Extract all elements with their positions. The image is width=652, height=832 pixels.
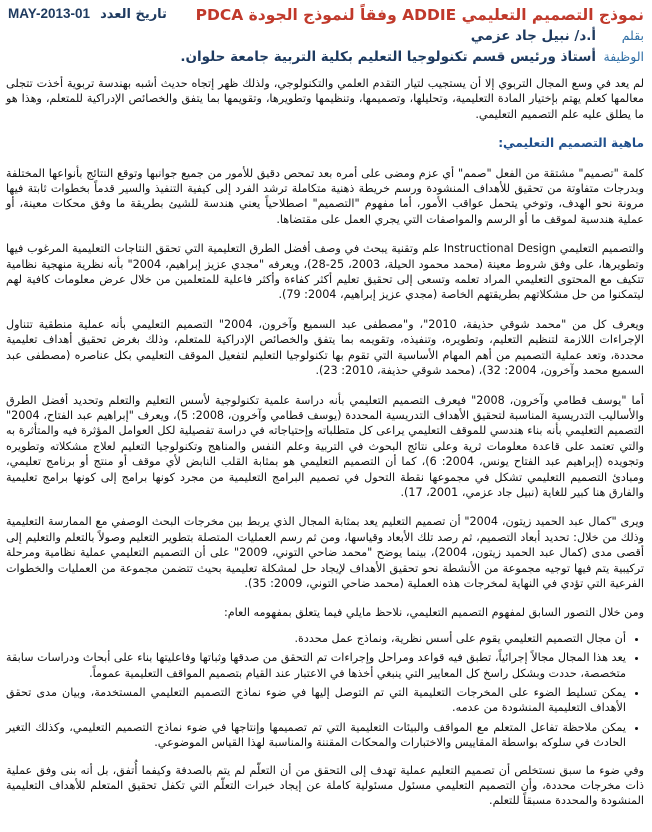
author-label: بقلم (621, 28, 644, 43)
article-title: نموذج التصميم التعليمي ADDIE وفقاً لنموذج الجودة PDCA (195, 6, 644, 24)
article-body (6, 76, 644, 809)
author-row (6, 27, 644, 45)
list-item: • يمكن تسليط الضوء على المخرجات التعليمية التي تم التوصل إليها في ضوء نماذج التصميم التعليمي المستخدمة، وبيان مدى تحقق الأهداف التعليمية المنشودة من عدمه. (6, 685, 626, 716)
paragraph-instructional-design: والتصميم التعليمي Instructional Design علم وتقنية يبحث في وصف أفضل الطرق التعليمية التي تحقق النتاجات التعليمية المرغوب فيها وتطويرها، على وفق شروط معينة (محمد محمود الحيلة، 2003، 25-28)، ويعرفه "مجدي عزيز إبراهيم، 2004" بأنه نظرية منهجية نظامية تتكيف مع المحتوى التعليمي المراد تعلمه وتسعى إلى تحقيق تعليم أكثر كفاءة وأكثر فاعلية للمتعلمين من خلال عرض معلومات كافية لهم ليتمكنوا من حل مشكلاتهم بطريقتهم الخاصة (مجدي عزيز إبراهيم، 2004: 79). (6, 242, 644, 302)
intro-paragraph: لم يعد في وسع المجال التربوي إلا أن يستجيب لتيار التقدم العلمي والتكنولوجي، ولذلك ظهر إتجاه حديث أشبه بهندسة تربوية أخذت تتجلى معالمها كعلم يهتم بإختيار المادة التعليمية، وتحليلها، وتصميمها، وتنظيمها وتطويرها، وتقويمها بما يتفق والخصائص الإدراكية للمتعلم، وهذا هو ما يطلق عليه علم التصميم التعليمي. (6, 77, 644, 121)
issue-date-value: MAY-2013-01 (8, 6, 91, 21)
paragraph-definition-word: كلمة "تصميم" مشتقة من الفعل "صمم" أي عزم ومضى على أمره بعد تمحص دقيق للأمور من جميع جوانبها وتوقع النتائج بأنواعها المختلفة وبدرجات متفاوتة من تحقيق للأهداف المنشودة ورسم خريطة ذهنية متكاملة ترشد الفرد إلى كيفية التنفيذ والسير قدماً بخطوات ثابتة فيها مرونة نحو الهدف، وتوخي يتحمل عواقب الأمور، أما مفهوم "التصميم" اصطلاحياً يعني هندسة للشيئ بطريقة ما وفق محكات معينة، أو عملية هندسية لموقف ما أو الرسم والمواصفات التي يجري العمل على مقتضاها. (6, 166, 644, 226)
observations-list (6, 631, 644, 751)
list-item: • أن مجال التصميم التعليمي يقوم على أسس نظرية، ونماذج عمل محددة. (6, 631, 626, 646)
lead-in-paragraph: ومن خلال التصور السابق لمفهوم التصميم التعليمي، نلاحظ مايلي فيما يتعلق بمفهومه العام: (223, 606, 644, 620)
section-heading: ماهية التصميم التعليمي: (498, 136, 644, 151)
issue-date-label: تاريخ العدد (100, 7, 167, 22)
issue-date (8, 6, 167, 22)
list-item: • يمكن ملاحظة تفاعل المتعلم مع المواقف والبيئات التعليمية التي تم تصميمها وإنتاجها في ضوء نماذج التصميم التعليمي، وكذلك التغير الحادث في سلوكه بواسطة المقاييس والاختبارات والمحكات المقننة والمناسبة لهذا القياس الموضوعي. (6, 720, 626, 751)
job-row (6, 48, 644, 66)
list-item: • يعد هذا المجال مجالاً إجرائياً، تطبق فيه قواعد ومراحل وإجراءات تم التحقق من صدقها وثباتها وفاعليتها بناء على أبحاث ودراسات سابقة متخصصة، حددت وبشكل راسخ كل المعايير التي ينبغي أخذها في الاعتبار عند القيام بتصميم المواقف التعليمية عموماً. (6, 650, 626, 681)
paragraph-logical-process: ويعرف كل من "محمد شوقي حذيفة، 2010"، و"مصطفى عبد السميع وآخرون، 2004" التصميم التعليمي بأنه عملية منطقية تتناول الإجراءات اللازمة لتنظيم التعليم، وتطويره، وتنفيذه، وتقويمه بما يتفق والخصائص الإدراكية للمتعلم، وذلك بغرض تحقيق أهداف تعليمية محددة، وتعد عملية التصميم من أهم المهام الأساسية التي تقوم بها تكنولوجيا التعليم لتفعيل الموقف التعليمي بكل عناصره (مصطفى عبد السميع محمد وآخرون، 2004: 32)، (محمد شوقي حذيفة، 2010: 23). (6, 317, 644, 378)
closing-paragraph: وفي ضوء ما سبق نستخلص أن تصميم التعليم عملية تهدف إلى التحقق من أن التعلّم لم يتم بالصدفة وكيفما أُتفق، بل أنه بنى وفق عملية ذات مخرجات محددة، وأن التصميم التعليمي مسئول مسئولية كاملة عن إيجاد خبرات التعلّم التي تكفل تحقيق المتعلم للأهداف التعليمية المنشودة والمحددة مسبقاً للتعلم. (6, 763, 644, 808)
job-value: أستاذ ورئيس قسم تكنولوجيا التعليم بكلية التربية جامعة حلوان. (180, 49, 597, 65)
article-header (6, 6, 644, 66)
article-page (6, 6, 644, 823)
author-name: أ.د/ نبيل جاد عزمي (470, 28, 597, 44)
title-row (6, 6, 644, 24)
paragraph-zeitoun: ويرى "كمال عبد الحميد زيتون، 2004" أن تصميم التعليم يعد بمثابة المجال الذي يربط بين مخرجات البحث الوصفي مع الممارسة التعليمية وذلك من خلال: تحديد أبعاد التصميم، ثم رصد تلك الأبعاد وقياسها، ومن ثم رسم العمليات المتصلة بتطوير التعليم وصولاً بالتعلم والتعليم إلى أقصى مدى (كمال عبد الحميد زيتون، 2004)، بينما يوضح "محمد ضاحي التوني، 2009" على أن التصميم التعليمي عملية نظامية ومرحلة تركيبية يتم فيها توجيه مجموعة من الأنشطة نحو تحقيق الأهداف لإيجاد حل لمشكلة تعليمية بحيث تتضمن مجموعة من العمليات والخطوات الفرعية التي تؤدي في النهاية لمخرجات هذه العملية (محمد ضاحي التوني، 2009: 35). (6, 515, 644, 590)
paragraph-scientific-study: أما "يوسف قطامي وآخرون، 2008" فيعرف التصميم التعليمي بأنه دراسة علمية تكنولوجية لأسس التعليم والتعلم وتحديد أفضل الطرق والأساليب التدريسية المناسبة لتحقيق الأهداف التدريسية المحددة (يوسف قطامي وآخرون، 2008: 5)، ويعرف "إبراهيم عبد الفتاح، 2004" التصميم التعليمي بأنه بناء هندسي للموقف التعليمي يراعى كل متطلباته وإحتياجاته في دراسة تفصيلية لكل العوامل المؤثرة فيه والمتأثرة به والتي تعتمد على قاعدة معلومات ثرية وعلى نتائج البحوث في التربية وعلم النفس والمناهج وتكنولوجيا التعليم لعلاج مشكلاته وتطويره وتجويده (إبراهيم عبد الفتاح يونس، 2004: 6)، كما أن التصميم التعليمي هو بمثابة القلب النابض لأي موقف أو منتج أو برنامج تعليمي، ومبادئ التصميم التعليمي تشكل في مجموعها نقطة التحول في تصميم البرامج التعليمية من مجرد كونها برامج إلى كونها برامج تعليمية والفارق هنا كبير للغاية (نبيل جاد عزمي، 2001، 17). (6, 393, 645, 499)
job-label: الوظيفة (603, 49, 644, 64)
